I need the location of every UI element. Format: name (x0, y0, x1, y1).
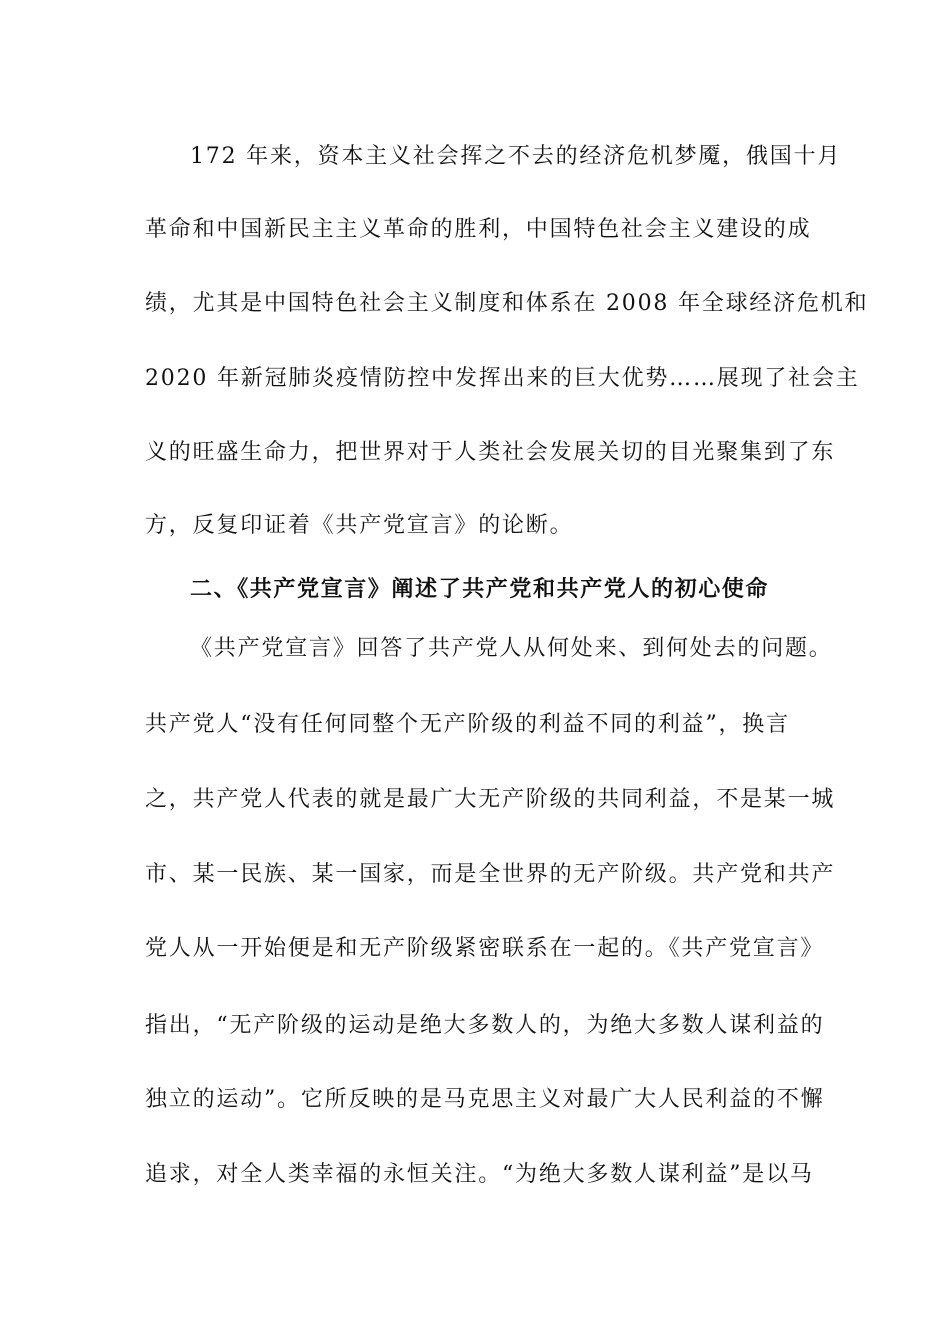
section-heading: 二、《共产党宣言》阐述了共产党和共产党人的初心使命 (190, 576, 770, 602)
paragraph-line: 市、某一民族、某一国家，而是全世界的无产阶级。共产党和共产 (145, 862, 836, 887)
paragraph-line: 共产党人“没有任何同整个无产阶级的利益不同的利益”，换言 (145, 712, 790, 737)
paragraph-line: 指出，“无产阶级的运动是绝大多数人的，为绝大多数人谋利益的 (145, 1013, 825, 1038)
paragraph-line: 之，共产党人代表的就是最广大无产阶级的共同利益，不是某一城 (145, 787, 836, 812)
paragraph-line: 义的旺盛生命力，把世界对于人类社会发展关切的目光聚集到了东 (145, 440, 836, 465)
paragraph-line: 《共产党宣言》回答了共产党人从何处来、到何处去的问题。 (190, 636, 833, 661)
paragraph-line: 独立的运动”。它所反映的是马克思主义对最广大人民利益的不懈 (145, 1087, 825, 1112)
paragraph-line: 党人从一开始便是和无产阶级紧密联系在一起的。《共产党宣言》 (145, 936, 825, 961)
paragraph-line: 革命和中国新民主主义革命的胜利，中国特色社会主义建设的成 (145, 217, 812, 242)
paragraph-line: 追求，对全人类幸福的永恒关注。“为绝大多数人谋利益”是以马 (145, 1162, 814, 1187)
paragraph-line: 方，反复印证着《共产党宣言》的论断。 (145, 513, 574, 538)
paragraph-line: 2020 年新冠肺炎疫情防控中发挥出来的巨大优势……展现了社会主 (145, 366, 860, 391)
paragraph-line: 172 年来，资本主义社会挥之不去的经济危机梦魇，俄国十月 (190, 144, 842, 169)
paragraph-line: 绩，尤其是中国特色社会主义制度和体系在 2008 年全球经济危机和 (145, 291, 869, 316)
